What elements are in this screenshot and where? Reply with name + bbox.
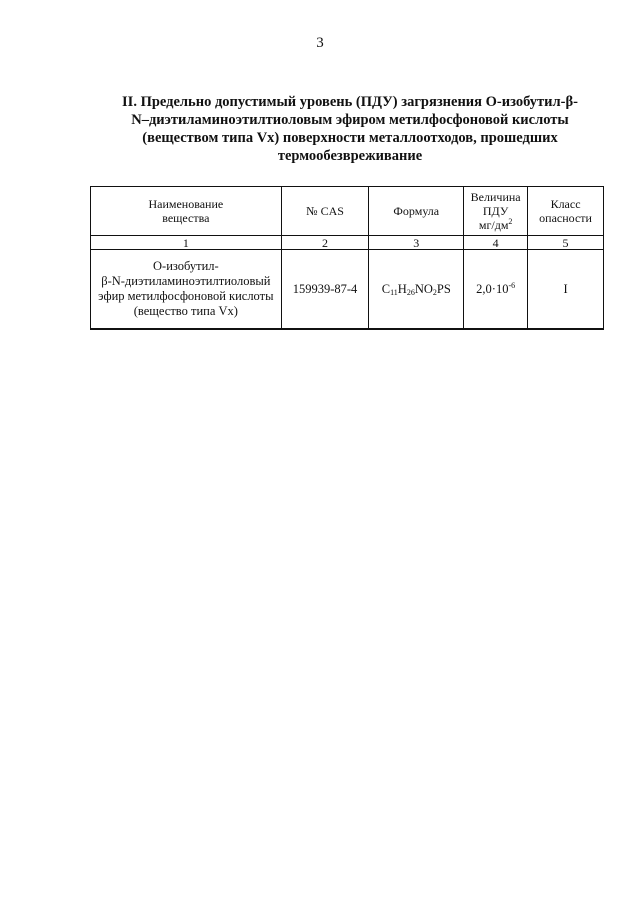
column-number: 3 [369, 236, 464, 250]
header-cas: № CAS [281, 187, 369, 236]
column-number: 1 [91, 236, 282, 250]
column-number: 4 [464, 236, 528, 250]
section-title [92, 93, 608, 165]
cell-formula: $C_{11}H_{26}NO_2PS$ [369, 250, 464, 330]
title-line: N–диэтиламиноэтилтиоловым эфиром метилфосфоновой кислоты [131, 112, 569, 128]
cell-class: I [528, 250, 604, 330]
cell-cas: 159939-87-4 [281, 250, 369, 330]
page-number: 3 [316, 35, 324, 51]
table-row [91, 250, 604, 330]
title-line: II. Предельно допустимый уровень (ПДУ) загрязнения О-изобутил-β- [122, 94, 578, 110]
unit-exponent: 2 [508, 217, 513, 226]
column-number: 5 [528, 236, 604, 250]
title-line: термообезвреживание [277, 148, 423, 164]
table-header-row [91, 187, 604, 236]
unit-text: мг/дм [478, 218, 509, 232]
header-value: Величина ПДУ $мг/дм^2$ [464, 187, 528, 236]
cell-value: $2,0\cdot 10^{-6}$ [464, 250, 528, 330]
title-line: (веществом типа Vх) поверхности металлоотходов, прошедших [142, 130, 558, 146]
column-number: 2 [281, 236, 369, 250]
column-number-row [91, 236, 604, 250]
cell-substance-name: О-изобутил- β-N-диэтиламиноэтилтиоловый эфир метилфосфоновой кислоты (вещество типа Vх) [91, 250, 282, 330]
header-class: Класс опасности [528, 187, 604, 236]
header-name: Наименование вещества [91, 187, 282, 236]
header-formula: Формула [369, 187, 464, 236]
pdu-table [90, 186, 604, 330]
